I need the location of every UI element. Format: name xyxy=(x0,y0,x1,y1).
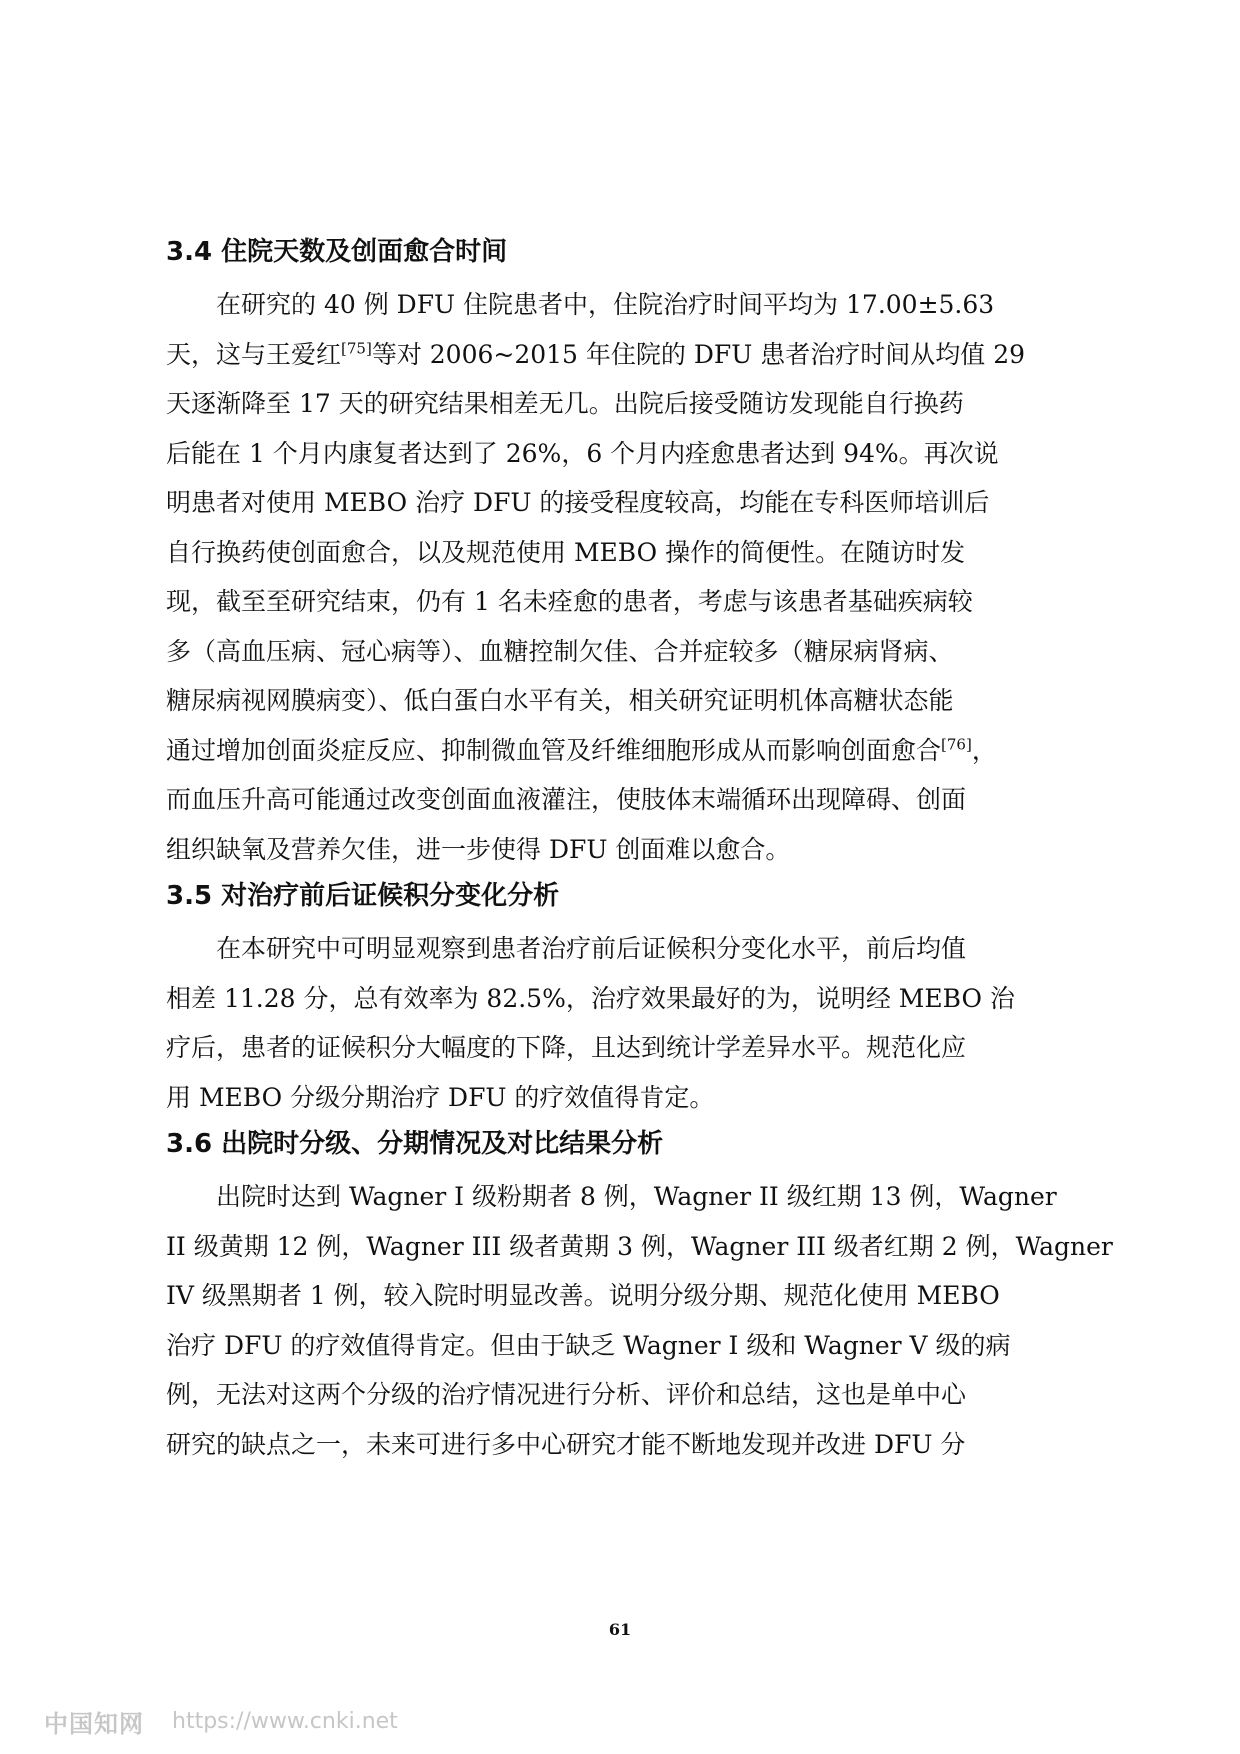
text-line: 相差 11.28 分，总有效率为 82.5%，治疗效果最好的为，说明经 MEBO 治 xyxy=(166,983,1015,1013)
text-line: 后能在 1 个月内康复者达到了 26%，6 个月内痊愈患者达到 94%。再次说 xyxy=(166,438,999,468)
text-line: II 级黄期 12 例，Wagner III 级者黄期 3 例，Wagner III 级者红期 2 例，Wagner xyxy=(166,1231,1113,1261)
text-line: 在本研究中可明显观察到患者治疗前后证候积分变化水平，前后均值 xyxy=(216,934,967,963)
section-heading-3-6: 3.6 出院时分级、分期情况及对比结果分析 xyxy=(166,1129,664,1159)
text-line: 通过增加创面炎症反应、抑制微血管及纤维细胞形成从而影响创面愈合[76]， xyxy=(166,735,997,765)
text-line: 例，无法对这两个分级的治疗情况进行分析、评价和总结，这也是单中心 xyxy=(166,1380,967,1409)
citation-76: [76] xyxy=(941,735,972,754)
text-line: 而血压升高可能通过改变创面血液灌注，使肢体末端循环出现障碍、创面 xyxy=(166,785,967,814)
text-line: 糖尿病视网膜病变）、低白蛋白水平有关，相关研究证明机体高糖状态能 xyxy=(166,686,954,715)
paragraph-3-6 xyxy=(166,1172,1113,1469)
text-line: 组织缺氧及营养欠佳，进一步使得 DFU 创面难以愈合。 xyxy=(166,834,791,864)
text-line: 治疗 DFU 的疗效值得肯定。但由于缺乏 Wagner I 级和 Wagner V 级的病 xyxy=(166,1330,1011,1360)
text-line: IV 级黑期者 1 例，较入院时明显改善。说明分级分期、规范化使用 MEBO xyxy=(166,1281,1000,1310)
text-line: 多（高血压病、冠心病等）、血糖控制欠佳、合并症较多（糖尿病肾病、 xyxy=(166,636,954,666)
section-heading-3-4: 3.4 住院天数及创面愈合时间 xyxy=(166,237,508,267)
text-line: 天，这与王爱红[75]等对 2006~2015 年住院的 DFU 患者治疗时间从均值 29 xyxy=(166,339,1026,369)
paragraph-3-5 xyxy=(166,924,1096,1122)
watermark-url: https://www.cnki.net xyxy=(172,1708,398,1734)
text-line: 研究的缺点之一，未来可进行多中心研究才能不断地发现并改进 DFU 分 xyxy=(166,1429,966,1459)
cnki-watermark xyxy=(44,1704,398,1738)
text-line: 在研究的 40 例 DFU 住院患者中，住院治疗时间平均为 17.00±5.63 xyxy=(216,290,995,319)
watermark-logo: 中国知网 xyxy=(44,1709,144,1738)
text-line: 用 MEBO 分级分期治疗 DFU 的疗效值得肯定。 xyxy=(166,1082,715,1112)
text-line: 自行换药使创面愈合，以及规范使用 MEBO 操作的简便性。在随访时发 xyxy=(166,537,966,567)
text-line: 明患者对使用 MEBO 治疗 DFU 的接受程度较高，均能在专科医师培训后 xyxy=(166,488,990,517)
text-line: 现，截至至研究结束，仍有 1 名未痊愈的患者，考虑与该患者基础疾病较 xyxy=(166,587,973,616)
section-heading-3-5: 3.5 对治疗前后证候积分变化分析 xyxy=(166,881,560,911)
paragraph-3-4 xyxy=(166,280,1096,874)
text-line: 天逐渐降至 17 天的研究结果相差无几。出院后接受随访发现能自行换药 xyxy=(166,389,964,418)
text-line: 出院时达到 Wagner I 级粉期者 8 例，Wagner II 级红期 13 例，Wagner xyxy=(216,1182,1057,1211)
body-text xyxy=(166,230,1113,1469)
page-number: 61 xyxy=(608,1620,632,1639)
text-line: 疗后，患者的证候积分大幅度的下降，且达到统计学差异水平。规范化应 xyxy=(166,1033,967,1062)
citation-75: [75] xyxy=(341,339,372,358)
